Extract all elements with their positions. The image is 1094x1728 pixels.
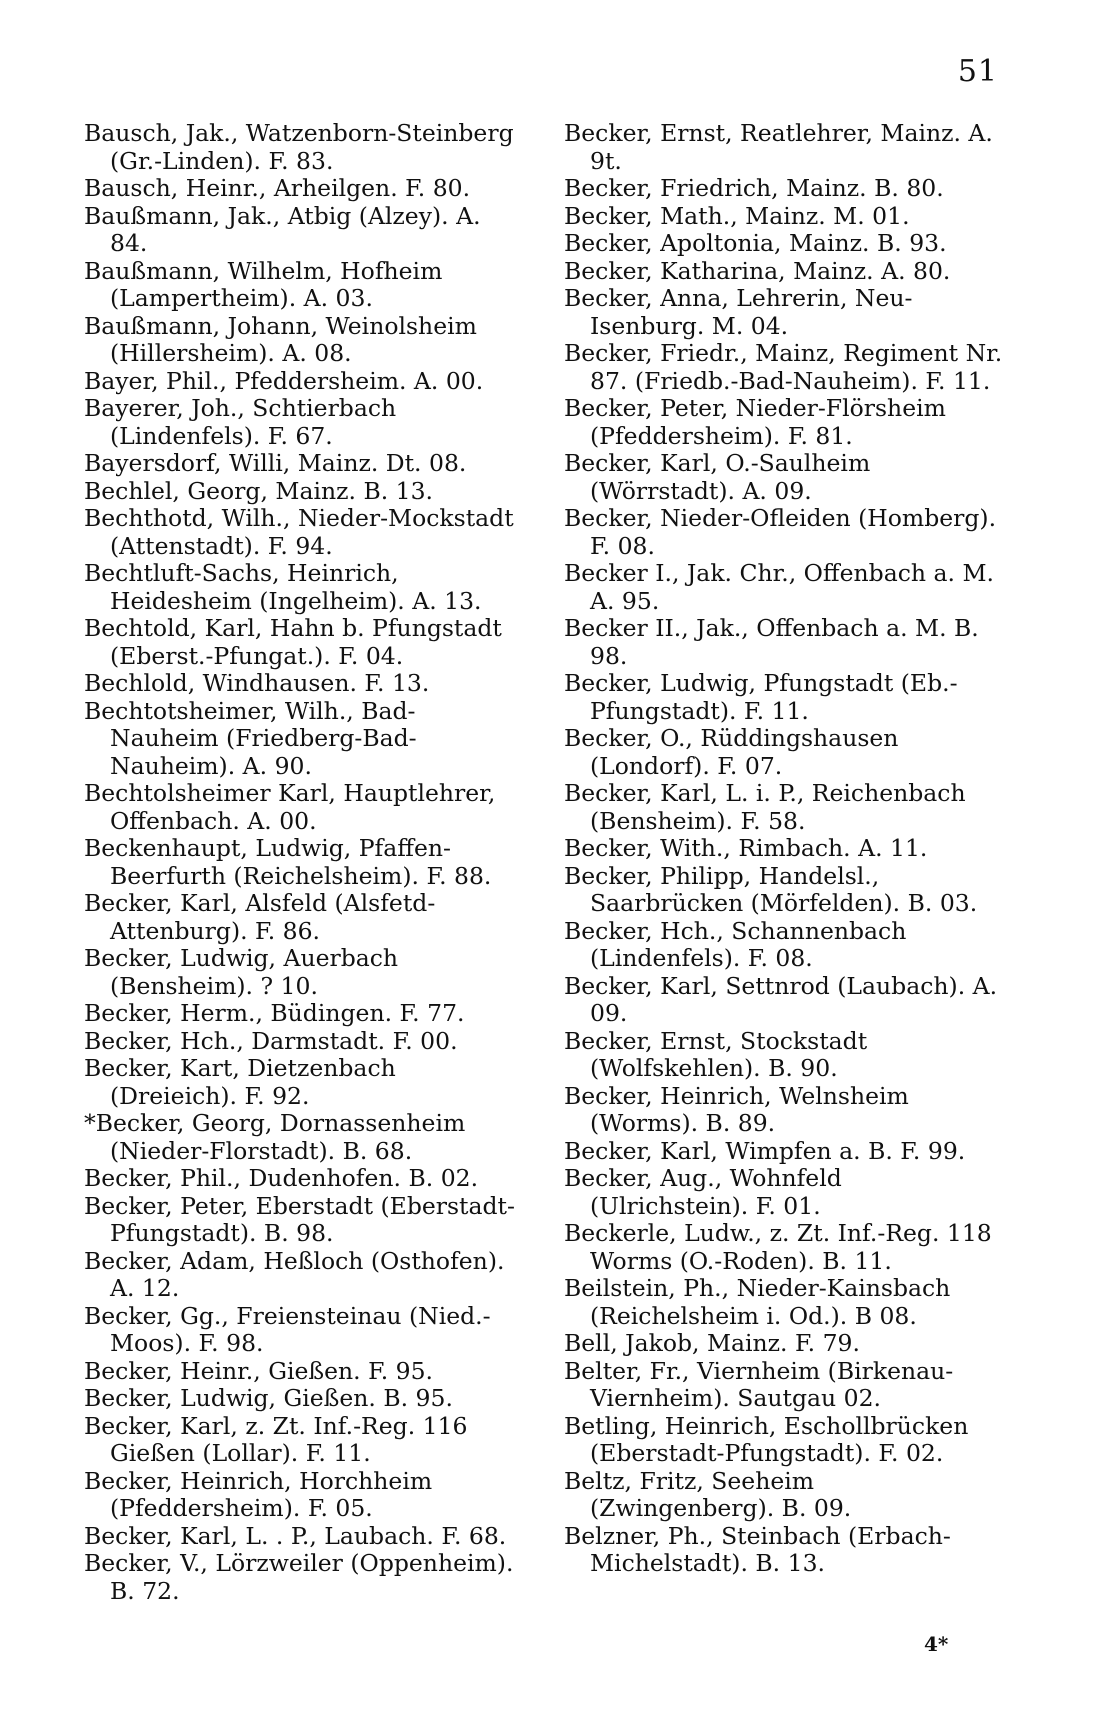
list-item: Bausch, Heinr., Arheilgen. F. 80. (84, 174, 471, 202)
list-item: Belter, Fr., Viernheim (Birkenau-Viernheim). Sautgau 02. (564, 1356, 954, 1412)
list-item: Becker, Karl, Alsfeld (Alsfetd-Attenburg). F. 86. (84, 889, 436, 945)
list-item: Baußmann, Johann, Weinolsheim (Hillersheim). A. 08. (84, 311, 477, 367)
list-item: Beckerle, Ludw., z. Zt. Inf.-Reg. 118 Worms (O.-Roden). B. 11. (564, 1219, 992, 1275)
list-item: Bayersdorf, Willi, Mainz. Dt. 08. (84, 449, 467, 477)
list-item: Becker, Karl, L. i. P., Reichenbach (Bensheim). F. 58. (564, 779, 966, 835)
list-item: Belzner, Ph., Steinbach (Erbach-Michelstadt). B. 13. (564, 1521, 951, 1577)
list-item: Bechtold, Karl, Hahn b. Pfungstadt (Eberst.-Pfungat.). F. 04. (84, 614, 502, 670)
list-item: Becker II., Jak., Offenbach a. M. B. 98. (564, 614, 979, 670)
list-item: Becker, Phil., Dudenhofen. B. 02. (84, 1164, 479, 1192)
list-item: Becker, Nieder-Ofleiden (Homberg). F. 08. (564, 504, 997, 560)
left-column (84, 120, 524, 1605)
list-item: Becker, Peter, Eberstadt (Eberstadt-Pfungstadt). B. 98. (84, 1191, 515, 1247)
list-item: Becker, Friedrich, Mainz. B. 80. (564, 174, 944, 202)
list-item: Becker, Karl, Wimpfen a. B. F. 99. (564, 1136, 966, 1165)
list-item: Becker, Gg., Freiensteinau (Nied.-Moos). F. 98. (84, 1301, 491, 1357)
list-item: Becker I., Jak. Chr., Offenbach a. M. A. 95. (564, 559, 994, 615)
list-item: Becker, Heinrich, Horchheim (Pfeddersheim). F. 05. (84, 1466, 433, 1522)
list-item: *Becker, Georg, Dornassenheim (Nieder-Florstadt). B. 68. (84, 1109, 466, 1165)
list-item: Beilstein, Ph., Nieder-Kainsbach (Reichelsheim i. Od.). B 08. (564, 1274, 951, 1330)
list-item: Baußmann, Wilhelm, Hofheim (Lampertheim). A. 03. (84, 256, 443, 312)
list-item: Bechtluft-Sachs, Heinrich, Heidesheim (Ingelheim). A. 13. (84, 559, 482, 615)
page-number: 51 (957, 54, 998, 89)
list-item: Baußmann, Jak., Atbig (Alzey). A. 84. (84, 201, 481, 257)
list-item: Becker, Friedr., Mainz, Regiment Nr. 87. (Friedb.-Bad-Nauheim). F. 11. (564, 339, 1003, 395)
list-item: Becker, Karl, Settnrod (Laubach). A. 09. (564, 971, 998, 1027)
list-item: Becker, Ernst, Reatlehrer, Mainz. A. 9t. (564, 119, 993, 175)
list-item: Becker, Apoltonia, Mainz. B. 93. (564, 229, 947, 257)
list-item: Becker, Math., Mainz. M. 01. (564, 201, 910, 230)
signature-mark: 4* (924, 1632, 949, 1656)
list-item: Becker, With., Rimbach. A. 11. (564, 834, 928, 862)
list-item: Becker, Ludwig, Auerbach (Bensheim). ? 10. (84, 944, 399, 1000)
list-item: Bausch, Jak., Watzenborn-Steinberg (Gr.-Linden). F. 83. (84, 119, 514, 175)
list-item: Becker, Ernst, Stockstadt (Wolfskehlen). B. 90. (564, 1026, 868, 1082)
list-item: Bell, Jakob, Mainz. F. 79. (564, 1329, 860, 1357)
list-item: Becker, Peter, Nieder-Flörsheim (Pfeddersheim). F. 81. (564, 394, 946, 450)
list-item: Bechlel, Georg, Mainz. B. 13. (84, 476, 434, 505)
list-item: Bechthotd, Wilh., Nieder-Mockstadt (Attenstadt). F. 94. (84, 504, 514, 560)
list-item: Becker, Adam, Heßloch (Osthofen). A. 12. (84, 1246, 505, 1302)
list-item: Bayerer, Joh., Schtierbach (Lindenfels). F. 67. (84, 394, 397, 450)
list-item: Becker, Anna, Lehrerin, Neu-Isenburg. M. 04. (564, 284, 913, 340)
list-item: Becker, Ludwig, Gießen. B. 95. (84, 1384, 453, 1412)
list-item: Becker, Karl, O.-Saulheim (Wörrstadt). A. 09. (564, 449, 871, 505)
list-item: Becker, Heinr., Gießen. F. 95. (84, 1356, 434, 1385)
list-item: Betling, Heinrich, Eschollbrücken (Eberstadt-Pfungstadt). F. 02. (564, 1411, 969, 1467)
list-item: Becker, V., Lörzweiler (Oppenheim). B. 72. (84, 1549, 514, 1605)
list-item: Beckenhaupt, Ludwig, Pfaffen-Beerfurth (Reichelsheim). F. 88. (84, 834, 492, 890)
list-item: Becker, Heinrich, Welnsheim (Worms). B. 89. (564, 1081, 909, 1137)
list-item: Becker, Philipp, Handelsl., Saarbrücken (Mörfelden). B. 03. (564, 861, 978, 917)
list-item: Bayer, Phil., Pfeddersheim. A. 00. (84, 366, 484, 395)
list-item: Becker, O., Rüddingshausen (Londorf). F. 07. (564, 724, 899, 780)
list-item: Becker, Aug., Wohnfeld (Ulrichstein). F. 01. (564, 1164, 842, 1220)
list-item: Becker, Hch., Schannenbach (Lindenfels). F. 08. (564, 916, 907, 972)
list-item: Beltz, Fritz, Seeheim (Zwingenberg). B. 09. (564, 1466, 852, 1522)
list-item: Becker, Herm., Büdingen. F. 77. (84, 999, 465, 1027)
list-item: Becker, Hch., Darmstadt. F. 00. (84, 1026, 458, 1055)
list-item: Becker, Karl, z. Zt. Inf.-Reg. 116 Gießen (Lollar). F. 11. (84, 1411, 468, 1467)
right-column (564, 120, 1004, 1578)
list-item: Becker, Katharina, Mainz. A. 80. (564, 256, 951, 285)
list-item: Becker, Kart, Dietzenbach (Dreieich). F. 92. (84, 1054, 396, 1110)
list-item: Becker, Ludwig, Pfungstadt (Eb.-Pfungstadt). F. 11. (564, 669, 958, 725)
list-item: Bechtotsheimer, Wilh., Bad-Nauheim (Friedberg-Bad-Nauheim). A. 90. (84, 696, 417, 780)
list-item: Becker, Karl, L. . P., Laubach. F. 68. (84, 1521, 507, 1550)
list-item: Bechtolsheimer Karl, Hauptlehrer, Offenbach. A. 00. (84, 779, 496, 835)
list-item: Bechlold, Windhausen. F. 13. (84, 669, 430, 697)
